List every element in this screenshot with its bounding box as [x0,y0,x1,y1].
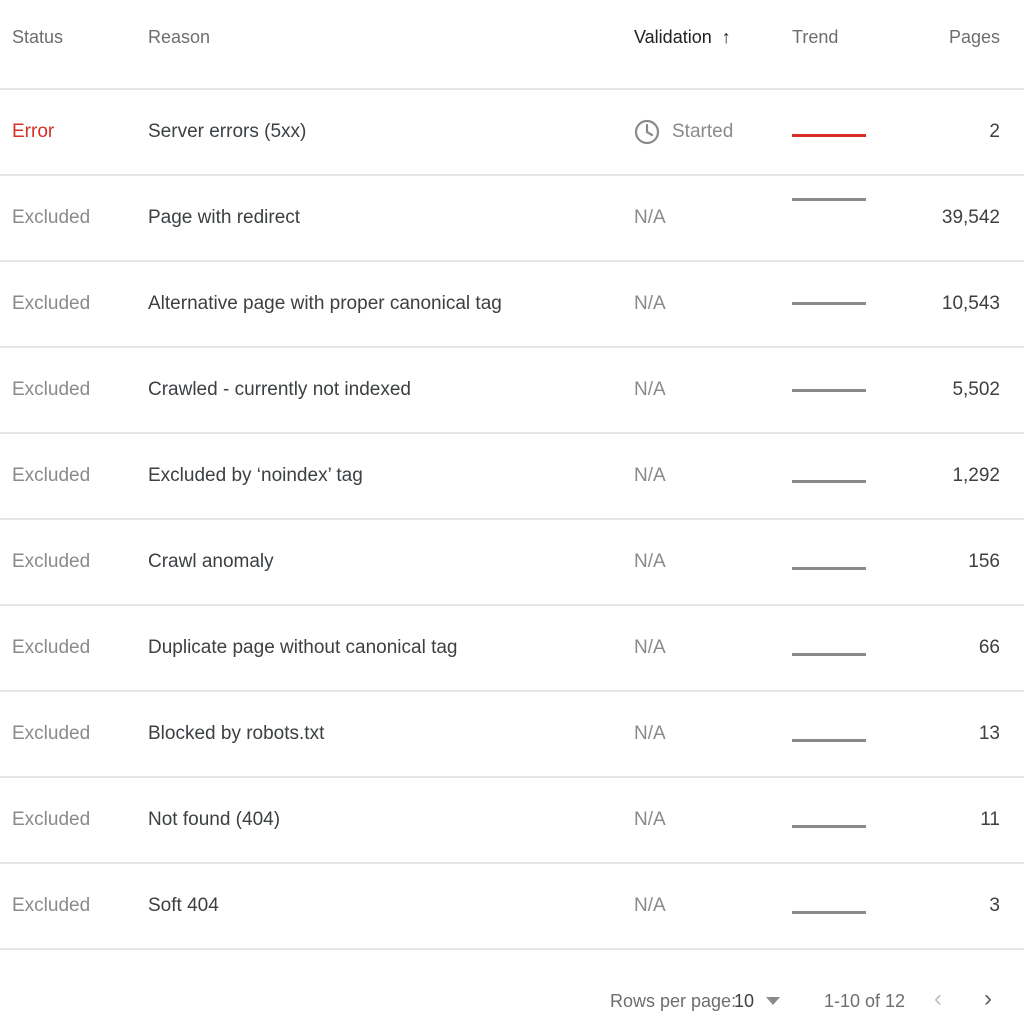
validation-cell [634,176,784,260]
trend-cell [792,778,872,862]
chevron-right-icon[interactable]: › [984,985,992,1012]
reason-label: Duplicate page without canonical tag [148,637,458,658]
clock-icon [634,119,660,145]
pages-cell [880,262,1000,346]
status-label: Excluded [12,465,91,486]
status-cell [12,176,142,260]
table-row[interactable] [0,520,1024,606]
validation-cell [634,520,784,604]
column-header-reason[interactable] [148,0,618,88]
table-row[interactable] [0,176,1024,262]
validation-label: N/A [634,379,666,400]
pages-cell [880,606,1000,690]
reason-cell [148,864,618,948]
column-header-pages[interactable] [880,0,1000,88]
pages-count: 156 [968,551,1000,572]
reason-cell [148,262,618,346]
validation-cell [634,90,784,174]
column-header-validation[interactable] [634,0,784,88]
trend-cell [792,90,872,174]
trend-cell [792,348,872,432]
trend-sparkline [792,911,866,914]
reason-cell [148,434,618,518]
validation-label: N/A [634,809,666,830]
status-cell [12,864,142,948]
status-label: Excluded [12,809,91,830]
reason-cell [148,348,618,432]
pages-count: 1,292 [952,465,1000,486]
trend-sparkline [792,480,866,483]
trend-sparkline [792,825,866,828]
column-header-status-label: Status [12,27,64,47]
reason-label: Soft 404 [148,895,219,916]
trend-cell [792,176,872,260]
caret-down-icon[interactable] [766,997,780,1005]
pages-count: 2 [989,121,1000,142]
trend-sparkline [792,198,866,201]
validation-cell [634,262,784,346]
pages-count: 5,502 [952,379,1000,400]
column-header-trend-label: Trend [792,27,839,47]
rows-per-page-label: Rows per page: [610,991,737,1011]
validation-cell [634,434,784,518]
status-label: Excluded [12,207,91,228]
reason-cell [148,692,618,776]
reason-label: Server errors (5xx) [148,121,307,142]
column-header-status[interactable] [12,0,142,88]
status-cell [12,778,142,862]
reason-label: Blocked by robots.txt [148,723,325,744]
status-label: Excluded [12,723,91,744]
status-cell [12,606,142,690]
table-row[interactable] [0,90,1024,176]
column-header-validation-label: Validation [634,27,712,47]
table-row[interactable] [0,348,1024,434]
table-row[interactable] [0,778,1024,864]
trend-sparkline [792,739,866,742]
validation-label: N/A [634,723,666,744]
chevron-left-icon[interactable]: ‹ [934,985,942,1012]
pagination-range: 1-10 of 12 [824,991,906,1011]
column-header-pages-label: Pages [948,27,1000,47]
pages-cell [880,434,1000,518]
column-header-trend[interactable] [792,0,872,88]
rows-per-page-select[interactable]: 10 [734,991,755,1011]
reason-label: Crawled - currently not indexed [148,379,411,400]
validation-label: N/A [634,551,666,572]
validation-cell [634,692,784,776]
reason-cell [148,90,618,174]
validation-label: N/A [634,465,666,486]
pages-count: 11 [980,809,1000,830]
table-row[interactable] [0,434,1024,520]
trend-sparkline [792,653,866,656]
pages-cell [880,90,1000,174]
status-cell [12,434,142,518]
pages-count: 13 [978,723,1000,744]
trend-cell [792,520,872,604]
table-row[interactable] [0,864,1024,950]
status-cell [12,348,142,432]
reason-label: Page with redirect [148,207,301,228]
validation-label: N/A [634,207,666,228]
trend-sparkline [792,302,866,305]
reason-label: Not found (404) [148,809,281,830]
reason-label: Crawl anomaly [148,551,274,572]
status-label: Excluded [12,551,91,572]
status-cell [12,90,142,174]
status-label: Excluded [12,895,91,916]
table-header [0,0,1024,90]
validation-cell [634,864,784,948]
arrow-up-icon[interactable]: ↑ [721,27,731,47]
validation-label: N/A [634,293,666,314]
status-label: Excluded [12,379,91,400]
trend-cell [792,692,872,776]
validation-cell [634,778,784,862]
validation-cell [634,348,784,432]
status-label: Error [12,121,55,142]
pages-cell [880,864,1000,948]
status-cell [12,692,142,776]
table-row[interactable] [0,692,1024,778]
trend-cell [792,864,872,948]
trend-sparkline [792,134,866,137]
pages-cell [880,348,1000,432]
reason-cell [148,176,618,260]
column-header-reason-label: Reason [148,27,211,47]
pages-cell [880,778,1000,862]
pages-count: 10,543 [941,293,1000,314]
pages-count: 39,542 [941,207,1000,228]
status-cell [12,520,142,604]
validation-label: Started [672,121,734,142]
pages-cell [880,520,1000,604]
status-label: Excluded [12,637,91,658]
reason-cell [148,606,618,690]
table-row[interactable] [0,606,1024,692]
status-cell [12,262,142,346]
status-label: Excluded [12,293,91,314]
validation-cell [634,606,784,690]
reason-label: Alternative page with proper canonical tag [148,293,502,314]
trend-sparkline [792,389,866,392]
pages-cell [880,176,1000,260]
validation-label: N/A [634,895,666,916]
pages-count: 66 [978,637,1000,658]
table-pagination [0,985,1024,1021]
reason-cell [148,520,618,604]
pages-count: 3 [989,895,1000,916]
trend-cell [792,606,872,690]
table-row[interactable] [0,262,1024,348]
trend-cell [792,262,872,346]
reason-label: Excluded by ‘noindex’ tag [148,465,363,486]
pages-cell [880,692,1000,776]
trend-cell [792,434,872,518]
trend-sparkline [792,567,866,570]
reason-cell [148,778,618,862]
validation-label: N/A [634,637,666,658]
